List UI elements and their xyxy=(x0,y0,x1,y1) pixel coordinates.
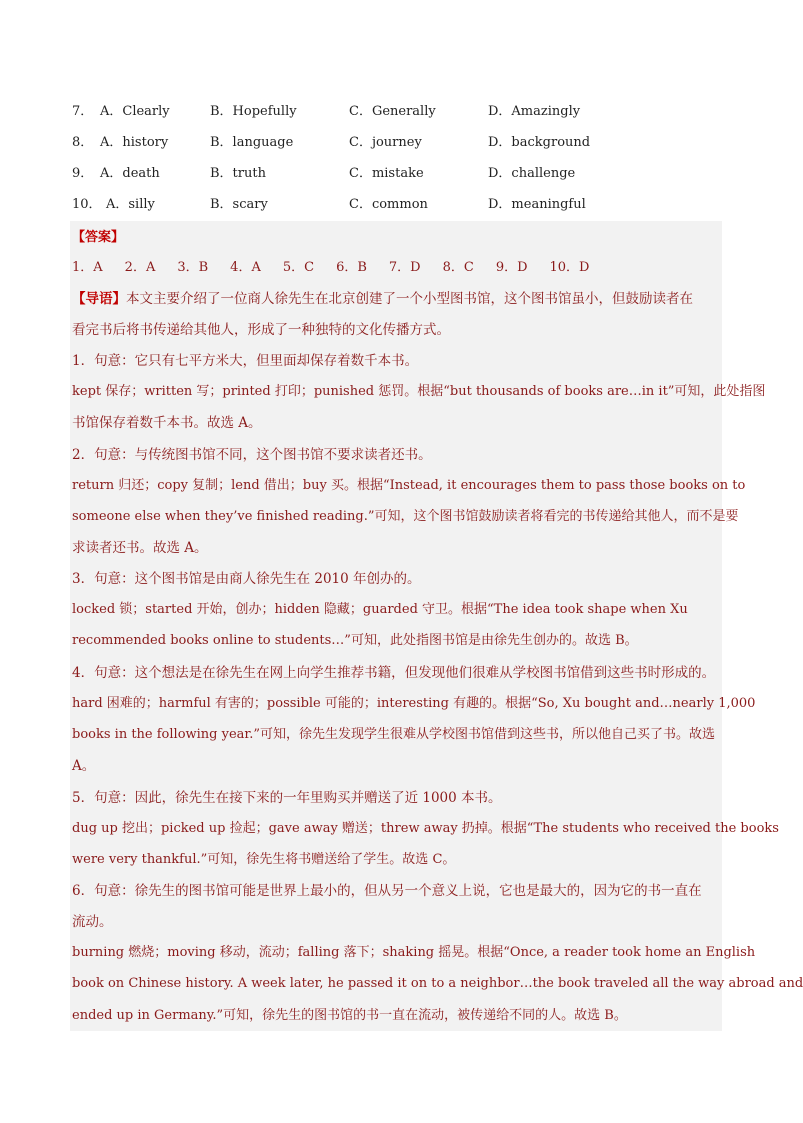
answer-item: 7．D xyxy=(388,260,421,275)
option-c: C．common xyxy=(349,197,428,212)
guide-paragraph-line xyxy=(72,288,722,310)
explanation-line: 1．句意：它只有七平方米大，但里面却保存着数千本书。 xyxy=(72,353,419,369)
explanation-line: were very thankful.”可知，徐先生将书赠送给了学生。故选 C。 xyxy=(72,852,456,867)
option-a: A．death xyxy=(100,166,160,181)
option-a: A．Clearly xyxy=(100,104,170,119)
explanation-line: 5．句意：因此，徐先生在接下来的一年里购买并赠送了近 1000 本书。 xyxy=(72,790,502,806)
option-c: C．journey xyxy=(349,135,422,150)
explanation-line: burning 燃烧；moving 移动，流动；falling 落下；shaking 摇晃。根据“Once, a reader took home an English xyxy=(72,945,756,960)
answer-item: 6．B xyxy=(336,260,367,275)
option-a: A．history xyxy=(100,135,169,150)
explanation-line: locked 锁；started 开始，创办；hidden 隐藏；guarded 守卫。根据“The idea took shape when Xu xyxy=(72,602,688,617)
option-a: A．silly xyxy=(106,197,155,212)
explanation-line: 6．句意：徐先生的图书馆可能是世界上最小的，但从另一个意义上说，它也是最大的，因为它的书一直在 xyxy=(72,883,702,899)
explanation-line: return 归还；copy 复制；lend 借出；buy 买。根据“Instead, it encourages them to pass those books on to xyxy=(72,478,746,493)
answer-item: 2．A xyxy=(124,260,156,275)
guide-paragraph-line: 看完书后将书传递给其他人，形成了一种独特的文化传播方式。 xyxy=(72,322,450,338)
explanation-line: someone else when they’ve finished reading.”可知，这个图书馆鼓励读者将看完的书传递给其他人，而不是要 xyxy=(72,509,739,524)
explanation-line: 书馆保存着数千本书。故选 A。 xyxy=(72,415,262,431)
option-b: B．Hopefully xyxy=(210,104,297,119)
explanation-line: ended up in Germany.”可知，徐先生的图书馆的书一直在流动，被传递给不同的人。故选 B。 xyxy=(72,1008,627,1023)
option-d: D．meaningful xyxy=(488,197,586,212)
option-b: B．scary xyxy=(210,197,268,212)
option-d: D．challenge xyxy=(488,166,576,181)
explanation-line: book on Chinese history. A week later, he passed it on to a neighbor…the book traveled all the way abroad and xyxy=(72,976,803,991)
answer-item: 3．B xyxy=(177,260,209,275)
answer-key xyxy=(72,257,722,279)
answer-item: 4．A xyxy=(230,260,261,275)
answer-header: 【答案】 xyxy=(72,230,125,245)
explanation-line: 4．句意：这个想法是在徐先生在网上向学生推荐书籍，但发现他们很难从学校图书馆借到这些书时形成的。 xyxy=(72,665,716,681)
question-number: 9． xyxy=(72,166,94,181)
explanation-line: kept 保存；written 写；printed 打印；punished 惩罚。根据“but thousands of books are…in it”可知，此处指图 xyxy=(72,384,766,399)
explanation-line: 2．句意：与传统图书馆不同，这个图书馆不要求读者还书。 xyxy=(72,447,432,463)
option-d: D．background xyxy=(488,135,591,150)
answer-item: 5．C xyxy=(282,260,315,275)
explanation-line: 求读者还书。故选 A。 xyxy=(72,540,208,556)
answer-item: 9．D xyxy=(495,260,528,275)
answer-item: 10．D xyxy=(549,260,590,275)
explanation-line: recommended books online to students…”可知，此处指图书馆是由徐先生创办的。故选 B。 xyxy=(72,633,638,648)
answer-item: 1．A xyxy=(72,260,103,275)
option-c: C．Generally xyxy=(349,104,436,119)
option-b: B．language xyxy=(210,135,294,150)
explanation-line: 3．句意：这个图书馆是由商人徐先生在 2010 年创办的。 xyxy=(72,571,421,587)
question-number: 7． xyxy=(72,104,94,119)
answer-block-background xyxy=(70,221,803,1031)
explanation-line: A。 xyxy=(72,758,96,774)
option-c: C．mistake xyxy=(349,166,424,181)
option-b: B．truth xyxy=(210,166,266,181)
explanation-line: 流动。 xyxy=(72,914,113,930)
explanation-line: dug up 挖出；picked up 捡起；gave away 赠送；threw away 扔掉。根据“The students who received the books xyxy=(72,821,779,836)
answer-item: 8．C xyxy=(442,260,474,275)
question-number: 8． xyxy=(72,135,94,150)
question-number: 10． xyxy=(72,197,102,212)
explanation-line: hard 困难的；harmful 有害的；possible 可能的；interesting 有趣的。根据“So, Xu bought and…nearly 1,000 xyxy=(72,696,756,711)
guide-label: 【导语】 xyxy=(72,291,126,307)
option-d: D．Amazingly xyxy=(488,104,581,119)
explanation-line: books in the following year.”可知，徐先生发现学生很难从学校图书馆借到这些书，所以他自己买了书。故选 xyxy=(72,727,715,742)
guide-text: 本文主要介绍了一位商人徐先生在北京创建了一个小型图书馆，这个图书馆虽小，但鼓励读者在 xyxy=(126,291,693,307)
